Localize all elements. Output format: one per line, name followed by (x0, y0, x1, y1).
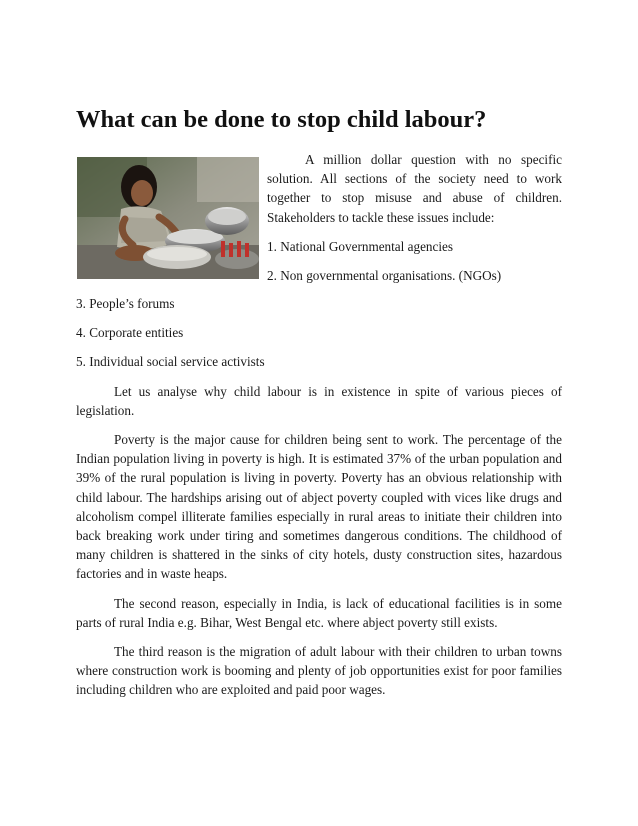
paragraph: Let us analyse why child labour is in existence in spite of various pieces of legislation. (76, 383, 562, 418)
page-title: What can be done to stop child labour? (76, 106, 487, 133)
intro-block (267, 150, 562, 285)
photo-girl-washing-dishes-icon (77, 157, 259, 279)
list-item: 3. People’s forums (76, 296, 175, 311)
intro-paragraph: A million dollar question with no specific solution. All sections of the society need to work together to stop misuse and abuse of children. Stakeholders to tackle these issues include: (267, 152, 562, 225)
list-item: 2. Non governmental organisations. (NGOs) (267, 268, 502, 284)
list-item: 1. National Governmental agencies (267, 238, 454, 254)
list-item: 4. Corporate entities (76, 325, 184, 341)
body-text (76, 294, 562, 710)
paragraph: The third reason is the migration of adult labour with their children to urban towns where construction work is booming and plenty of job opportunities exist for poor families including children who are exploited and paid poor wages. (76, 644, 562, 698)
paragraph: Poverty is the major cause for children being sent to work. The percentage of the Indian population living in poverty is high. It is estimated 37% of the urban population and 39% of the rural population is living in poverty. Poverty has an obvious relationship with child labour. The hardships arising out of abject poverty coupled with vices like drugs and alcoholism compel illiterate families especially in rural areas to initiate their children into back breaking work under tiring and sometimes dangerous conditions. The childhood of many children is shattered in the sinks of city hotels, dusty construction sites, hazardous factories and in waste heaps. (76, 432, 562, 582)
paragraph: The second reason, especially in India, is lack of educational facilities is in some parts of rural India e.g. Bihar, West Bengal etc. where abject poverty still exists. (76, 595, 562, 630)
list-item: 5. Individual social service activists (76, 354, 265, 370)
